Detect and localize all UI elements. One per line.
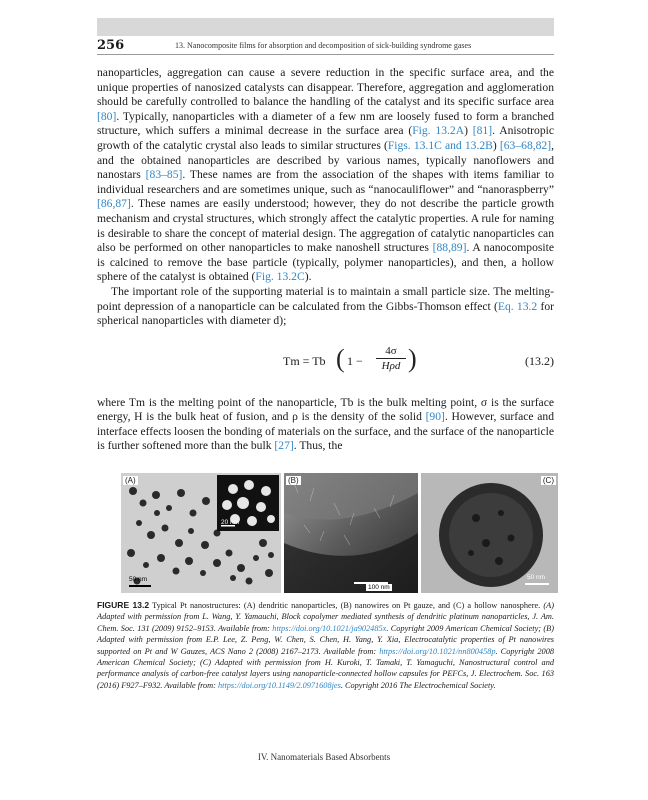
figure-link[interactable]: Fig. 13.2A xyxy=(412,124,465,138)
doi-link[interactable]: https://doi.org/10.1021/ja902485x xyxy=(272,623,387,633)
paragraph-1: nanoparticles, aggregation can cause a severe reduction in the specific surface area, and the unique properties of nanosized catalysts can disappear. Therefore, aggregation and agglomeration should be carefully controlled to balance the handling of the catalyst and its specific surface area [80]. Typically, nanoparticles with a diameter of a few nm are loosely fused to form a branched structure, which suffers a minimal decrease in the surface area (Fig. 13.2A) [81]. Anisotropic growth of the catalytic crystal also leads to similar structures (Figs. 13.1C and 13.2B) [63–68,82], and the obtained nanoparticles are described by various names, typically nanoflowers and nanostars [83–85]. These names are from the association of the shapes with items familiar to individual researchers and are sometimes unique, such as “nanocauliflower” and “nanoraspberry” [86,87]. These names are easily understood; however, they do not describe the particle growth mechanism and crystal structures, which strongly affect the catalytic properties. A rule for naming is desirable to share the concept of material design. The aggregation of catalytic nanoparticles can also be performed on other nanoparticles to make nanoshell structures [88,89]. A nanocomposite is calcined to remove the base particle (typically, polymer nanoparticles), and then, a hollow sphere of the catalyst is obtained (Fig. 13.2C). xyxy=(97,66,555,284)
citation-link[interactable]: [88,89] xyxy=(432,241,467,255)
open-paren: ( xyxy=(336,344,345,373)
panel-b-label: (B) xyxy=(288,476,299,485)
figure-13-2 xyxy=(121,473,558,593)
page-number: 256 xyxy=(97,38,125,53)
running-header xyxy=(97,38,554,55)
panel-c-label: (C) xyxy=(542,476,554,485)
equation-13-2 xyxy=(97,343,554,379)
nanowires-micrograph xyxy=(284,473,418,593)
dendritic-particles-micrograph xyxy=(121,473,281,593)
chapter-title: 13. Nanocomposite films for absorption and decomposition of sick-building syndrome gases xyxy=(175,41,472,50)
figure-caption: FIGURE 13.2 Typical Pt nanostructures: (A) dendritic nanoparticles, (B) nanowires on Pt gauze, and (C) a hollow nanosphere. (A) Adapted with permission from L. Wang, Y. Yamauchi, Block copolymer mediated synthesis of dendritic platinum nanoparticles, J. Am. Chem. Soc. 131 (2009) 9152–9153. Available from: https://doi.org/10.1021/ja902485x. Copyright 2009 American Chemical Society; (B) Adapted with permission from E.P. Lee, Z. Peng, W. Chen, S. Chen, H. Yang, Y. Xia, Electrocatalytic properties of Pt nanowires supported on Pt and W Gauzes, ACS Nano 2 (2008) 2167–2173. Available from: https://doi.org/10.1021/nn800458p. Copyright 2008 American Chemical Society; (C) Adapted with permission from H. Kuroki, T. Tamaki, T. Yamaguchi, Nanostructural control and performance analysis of carbon-free catalyst layers using nanoparticle-connected hollow capsules for PEFCs, J. Electrochem. Soc. 163 (2016) F927–F932. Available from: https://doi.org/10.1149/2.0971608jes. Copyright 2016 The Electrochemical Society. xyxy=(97,600,554,690)
equation-denominator: Hρd xyxy=(381,360,401,372)
equation-link[interactable]: Eq. 13.2 xyxy=(497,299,538,313)
panel-a-inset-scale: 20 nm xyxy=(221,519,240,526)
figure-link[interactable]: Fig. 13.2C xyxy=(255,270,305,284)
doi-link[interactable]: https://doi.org/10.1021/nn800458p xyxy=(379,646,496,656)
equation-lhs: Tm = Tb xyxy=(283,354,326,368)
body-text-continued xyxy=(97,384,554,466)
panel-b-image xyxy=(284,473,418,593)
panel-a-scale: 50 nm xyxy=(129,576,148,583)
paragraph-3: where Tm is the melting point of the nanoparticle, Tb is the bulk melting point, σ is the surface energy, H is the bulk heat of fusion, and ρ is the density of the solid [90]. However, surface and interface effects loosen the bonding of materials on the surface, and the surface of the nanoparticle is further softened more than the bulk [27]. Thus, the xyxy=(97,395,554,453)
citation-link[interactable]: [83–85] xyxy=(145,168,183,182)
citation-link[interactable]: [80] xyxy=(97,109,117,123)
doi-link[interactable]: https://doi.org/10.1149/2.0971608jes xyxy=(217,680,341,690)
figure-link[interactable]: Figs. 13.1C and 13.2B xyxy=(387,138,493,152)
citation-link[interactable]: [63–68,82] xyxy=(499,138,552,152)
header-bar xyxy=(97,18,554,36)
panel-b-scale: 100 nm xyxy=(368,584,390,591)
panel-a-label: (A) xyxy=(125,476,136,485)
close-paren: ) xyxy=(408,344,417,373)
citation-link[interactable]: [86,87] xyxy=(97,197,131,211)
equation-number: (13.2) xyxy=(525,354,554,368)
figure-label: FIGURE 13.2 xyxy=(97,600,150,610)
panel-c-image xyxy=(421,473,558,593)
body-text xyxy=(97,66,554,329)
equation-fraction xyxy=(376,345,406,373)
citation-link[interactable]: [90] xyxy=(425,410,445,424)
panel-a-image xyxy=(121,473,281,593)
citation-link[interactable]: [81] xyxy=(472,124,493,138)
paragraph-2: The important role of the supporting material is to maintain a small particle size. The melting-point depression of a nanoparticle can be calculated from the Gibbs-Thomson effect (Eq. 13.2 for spherical nanoparticles with diameter d); xyxy=(97,284,554,328)
citation-link[interactable]: [27] xyxy=(274,439,294,453)
equation-one-minus: 1 − xyxy=(347,354,363,368)
panel-c-scale: 50 nm xyxy=(527,574,546,581)
page-footer: IV. Nanomaterials Based Absorbents xyxy=(257,752,391,762)
equation-numerator: 4σ xyxy=(376,345,406,359)
